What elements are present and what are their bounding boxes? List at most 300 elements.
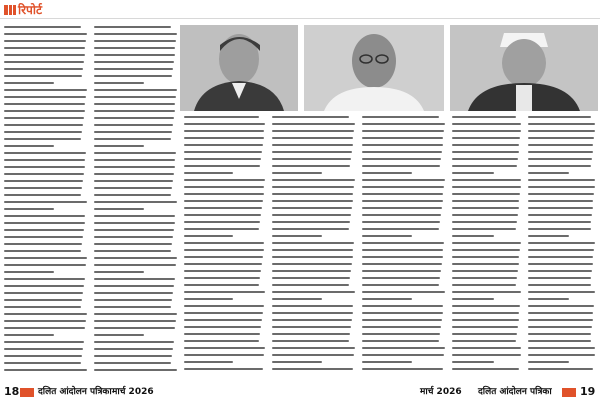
body-text-line (184, 340, 259, 342)
body-text-line (528, 347, 595, 349)
body-text-line (452, 284, 516, 286)
body-text-line (452, 277, 517, 279)
body-text-line (94, 61, 174, 63)
body-text-line (452, 333, 517, 335)
body-text-line (184, 144, 263, 146)
body-text-line (94, 348, 173, 350)
body-text-line (362, 312, 443, 314)
body-text-line (94, 75, 172, 77)
body-text-line (272, 123, 355, 125)
body-text-line (94, 82, 144, 84)
body-text-line (272, 319, 352, 321)
body-text-line (184, 256, 263, 258)
body-text-line (272, 179, 355, 181)
body-text-line (528, 249, 594, 251)
body-text-line (528, 284, 591, 286)
body-text-line (362, 340, 439, 342)
body-text-line (452, 256, 519, 258)
body-text-line (528, 207, 593, 209)
body-text-line (94, 173, 174, 175)
body-text-line (452, 137, 520, 139)
body-text-line (528, 298, 569, 300)
body-text-line (94, 243, 172, 245)
body-text-line (362, 207, 442, 209)
body-text-line (4, 306, 81, 308)
body-text-line (184, 235, 233, 237)
body-text-line (94, 299, 172, 301)
body-text-line (4, 159, 85, 161)
body-text-line (362, 319, 442, 321)
body-text-line (184, 326, 261, 328)
body-text-line (272, 249, 353, 251)
body-text-line (362, 193, 443, 195)
body-text-line (4, 257, 87, 259)
body-text-line (184, 221, 260, 223)
body-text-line (272, 368, 353, 370)
body-text-line (184, 179, 265, 181)
body-text-line (362, 151, 442, 153)
body-text-line (4, 33, 87, 35)
body-text-line (94, 369, 177, 371)
body-text-line (272, 214, 351, 216)
body-text-line (184, 186, 264, 188)
text-column-7 (528, 116, 596, 375)
body-text-line (4, 187, 82, 189)
body-text-line (452, 354, 521, 356)
body-text-line (452, 200, 519, 202)
body-text-line (94, 117, 174, 119)
section-label: रिपोर्ट (18, 3, 42, 17)
page-footer (0, 383, 600, 401)
header-rule (0, 18, 600, 19)
body-text-line (272, 130, 354, 132)
body-text-line (272, 333, 350, 335)
body-text-line (272, 361, 322, 363)
body-text-line (528, 305, 594, 307)
body-text-line (184, 333, 260, 335)
body-text-line (272, 263, 352, 265)
body-text-line (94, 278, 175, 280)
body-text-line (528, 172, 569, 174)
body-text-line (4, 327, 85, 329)
left-magazine-name: दलित आंदोलन पत्रिका (38, 387, 112, 397)
body-text-line (272, 242, 354, 244)
body-text-line (452, 221, 517, 223)
body-text-line (94, 208, 144, 210)
body-text-line (94, 362, 171, 364)
body-text-line (4, 166, 85, 168)
body-text-line (4, 299, 82, 301)
body-text-line (272, 284, 349, 286)
body-text-line (272, 151, 352, 153)
body-text-line (272, 298, 322, 300)
body-text-line (528, 326, 592, 328)
body-text-line (362, 263, 442, 265)
body-text-line (94, 257, 177, 259)
body-text-line (94, 47, 175, 49)
body-text-line (362, 256, 443, 258)
portrait-3-image (450, 25, 598, 111)
body-text-line (272, 228, 349, 230)
portrait-2-image (304, 25, 444, 111)
body-text-line (94, 320, 176, 322)
body-text-line (184, 277, 260, 279)
body-text-line (4, 61, 84, 63)
body-text-line (272, 200, 353, 202)
body-text-line (452, 319, 519, 321)
body-text-line (4, 208, 54, 210)
body-text-line (452, 298, 494, 300)
body-text-line (4, 138, 81, 140)
body-text-line (528, 263, 593, 265)
body-text-line (4, 222, 85, 224)
body-text-line (272, 340, 349, 342)
body-text-line (452, 291, 521, 293)
body-text-line (362, 214, 441, 216)
body-text-line (4, 180, 83, 182)
body-text-line (528, 186, 595, 188)
body-text-line (362, 137, 443, 139)
body-text-line (452, 340, 516, 342)
left-issue-date: मार्च 2026 (112, 387, 154, 397)
body-text-line (94, 194, 171, 196)
body-text-line (4, 40, 86, 42)
text-column-5 (362, 116, 446, 375)
text-column-6 (452, 116, 522, 375)
body-text-line (362, 361, 412, 363)
body-text-line (272, 312, 353, 314)
body-text-line (528, 123, 595, 125)
body-text-line (528, 228, 591, 230)
body-text-line (452, 326, 518, 328)
body-text-line (4, 152, 86, 154)
body-text-line (528, 354, 595, 356)
body-text-line (94, 201, 177, 203)
body-text-line (528, 242, 595, 244)
body-text-line (94, 334, 144, 336)
body-text-line (94, 271, 144, 273)
body-text-line (4, 334, 54, 336)
body-text-line (184, 207, 262, 209)
body-text-line (184, 116, 259, 118)
body-text-line (272, 305, 353, 307)
body-text-line (528, 200, 593, 202)
body-text-line (362, 172, 412, 174)
body-text-line (362, 186, 444, 188)
body-text-line (4, 215, 85, 217)
page-header (0, 0, 600, 20)
text-column-2 (94, 26, 178, 376)
body-text-line (184, 123, 265, 125)
body-text-line (452, 179, 521, 181)
body-text-line (94, 138, 171, 140)
body-text-line (4, 82, 54, 84)
body-text-line (94, 285, 174, 287)
section-marker-icon (4, 5, 16, 15)
body-text-line (94, 180, 173, 182)
body-text-line (184, 354, 264, 356)
body-text-line (272, 354, 354, 356)
body-text-line (362, 235, 412, 237)
body-text-line (528, 214, 592, 216)
body-text-line (528, 144, 593, 146)
body-text-line (452, 172, 494, 174)
body-text-line (184, 165, 260, 167)
body-text-line (528, 256, 593, 258)
body-text-line (4, 131, 82, 133)
body-text-line (184, 312, 263, 314)
body-text-line (4, 355, 82, 357)
body-text-line (362, 123, 445, 125)
right-page-number: 19 (580, 385, 596, 398)
body-text-line (184, 347, 265, 349)
body-text-line (452, 235, 494, 237)
body-text-line (452, 130, 521, 132)
body-text-line (94, 250, 171, 252)
body-text-line (4, 250, 81, 252)
body-text-line (184, 172, 233, 174)
body-text-line (4, 145, 54, 147)
body-text-line (184, 361, 233, 363)
body-text-line (4, 26, 81, 28)
body-text-line (184, 151, 262, 153)
body-text-line (452, 263, 519, 265)
body-text-line (94, 215, 175, 217)
body-text-line (452, 207, 519, 209)
body-text-line (184, 284, 259, 286)
body-text-line (362, 144, 443, 146)
body-text-line (94, 229, 174, 231)
body-text-line (452, 123, 521, 125)
body-text-line (94, 110, 175, 112)
body-text-line (94, 96, 176, 98)
body-text-line (452, 228, 516, 230)
body-text-line (528, 270, 592, 272)
body-text-line (362, 158, 441, 160)
body-text-line (184, 214, 261, 216)
body-text-line (272, 186, 354, 188)
body-text-line (94, 33, 177, 35)
body-text-line (4, 313, 87, 315)
body-text-line (528, 165, 591, 167)
text-column-4 (272, 116, 356, 375)
body-text-line (4, 285, 84, 287)
body-text-line (94, 292, 173, 294)
body-text-line (272, 347, 355, 349)
body-text-line (4, 201, 87, 203)
body-text-line (4, 292, 83, 294)
body-text-line (184, 158, 261, 160)
body-text-line (4, 124, 83, 126)
body-text-line (4, 341, 84, 343)
body-text-line (4, 271, 54, 273)
body-text-line (528, 116, 591, 118)
body-text-line (362, 228, 439, 230)
body-text-line (362, 284, 439, 286)
body-text-line (528, 361, 569, 363)
body-text-line (362, 249, 443, 251)
body-text-line (528, 277, 591, 279)
body-text-line (94, 222, 175, 224)
body-text-line (362, 179, 445, 181)
body-text-line (4, 110, 85, 112)
body-text-line (4, 117, 84, 119)
body-text-line (94, 264, 176, 266)
body-text-line (452, 116, 516, 118)
body-text-line (4, 320, 86, 322)
body-text-line (184, 137, 264, 139)
body-text-line (4, 369, 87, 371)
text-column-1 (4, 26, 88, 376)
body-text-line (528, 130, 595, 132)
body-text-line (94, 187, 172, 189)
body-text-line (362, 333, 440, 335)
left-footer-bar (20, 388, 34, 397)
body-text-line (362, 242, 444, 244)
body-text-line (94, 89, 177, 91)
body-text-line (452, 242, 521, 244)
body-text-line (184, 298, 233, 300)
body-text-line (452, 151, 519, 153)
body-text-line (94, 166, 175, 168)
body-text-line (4, 173, 84, 175)
body-text-line (94, 306, 171, 308)
body-text-line (362, 305, 443, 307)
body-text-line (4, 96, 86, 98)
body-text-line (94, 355, 172, 357)
body-text-line (4, 54, 85, 56)
body-text-line (362, 200, 443, 202)
body-text-line (528, 333, 591, 335)
photo-portrait-3 (450, 25, 598, 111)
body-text-line (452, 186, 521, 188)
body-text-line (94, 26, 171, 28)
body-text-line (452, 270, 518, 272)
body-text-line (452, 165, 517, 167)
body-text-line (272, 291, 355, 293)
body-text-line (528, 340, 591, 342)
body-text-line (362, 347, 445, 349)
body-text-line (94, 327, 175, 329)
body-text-line (94, 40, 176, 42)
body-text-line (94, 145, 144, 147)
body-text-line (94, 152, 176, 154)
body-text-line (528, 193, 594, 195)
body-text-line (452, 158, 518, 160)
body-text-line (272, 137, 353, 139)
right-footer-bar (562, 388, 576, 397)
body-text-line (4, 243, 82, 245)
body-text-line (452, 312, 519, 314)
body-text-line (362, 368, 443, 370)
body-text-line (528, 179, 595, 181)
body-text-line (452, 214, 518, 216)
body-text-line (362, 221, 440, 223)
body-text-line (272, 221, 350, 223)
body-text-line (4, 362, 81, 364)
body-text-line (452, 368, 519, 370)
right-issue-date: मार्च 2026 (420, 387, 462, 397)
body-text-line (4, 89, 87, 91)
body-text-line (272, 207, 352, 209)
body-text-line (528, 319, 593, 321)
body-text-line (452, 144, 519, 146)
body-text-line (362, 354, 444, 356)
body-text-line (272, 193, 353, 195)
body-text-line (184, 305, 264, 307)
portrait-1-image (180, 25, 298, 111)
body-text-line (272, 165, 350, 167)
body-text-line (184, 249, 264, 251)
body-text-line (272, 144, 353, 146)
body-text-line (362, 130, 444, 132)
body-text-line (184, 200, 263, 202)
body-text-line (452, 347, 521, 349)
body-text-line (94, 68, 173, 70)
body-text-line (184, 368, 263, 370)
body-text-line (272, 235, 322, 237)
body-text-line (272, 116, 349, 118)
photo-portrait-2 (304, 25, 444, 111)
body-text-line (4, 229, 84, 231)
body-text-line (362, 165, 440, 167)
right-magazine-name: दलित आंदोलन पत्रिका (478, 387, 552, 397)
body-text-line (184, 242, 264, 244)
body-text-line (452, 305, 520, 307)
body-text-line (528, 221, 591, 223)
text-column-3 (184, 116, 266, 375)
body-text-line (528, 151, 593, 153)
body-text-line (528, 368, 593, 370)
body-text-line (184, 319, 262, 321)
body-text-line (362, 270, 441, 272)
body-text-line (94, 124, 173, 126)
body-text-line (4, 348, 83, 350)
photo-portrait-1 (180, 25, 298, 111)
body-text-line (184, 228, 259, 230)
body-text-line (94, 159, 175, 161)
body-text-line (4, 278, 85, 280)
body-text-line (272, 158, 351, 160)
body-text-line (528, 235, 569, 237)
body-text-line (94, 341, 174, 343)
photo-strip (180, 25, 598, 111)
body-text-line (452, 193, 520, 195)
body-text-line (4, 68, 83, 70)
body-text-line (528, 291, 595, 293)
body-text-line (4, 236, 83, 238)
body-text-line (184, 130, 264, 132)
body-text-line (4, 194, 81, 196)
body-text-line (528, 312, 593, 314)
body-text-line (94, 313, 177, 315)
body-text-line (4, 103, 85, 105)
body-text-line (94, 236, 173, 238)
left-page-number: 18 (4, 385, 20, 398)
body-text-line (528, 137, 594, 139)
body-text-line (4, 264, 86, 266)
body-text-line (184, 270, 261, 272)
body-text-line (184, 193, 264, 195)
body-text-line (4, 47, 85, 49)
body-text-line (272, 326, 351, 328)
body-text-line (94, 103, 175, 105)
body-text-line (362, 298, 412, 300)
body-text-line (184, 263, 262, 265)
body-text-line (94, 131, 172, 133)
body-text-line (362, 277, 440, 279)
body-text-line (4, 75, 82, 77)
